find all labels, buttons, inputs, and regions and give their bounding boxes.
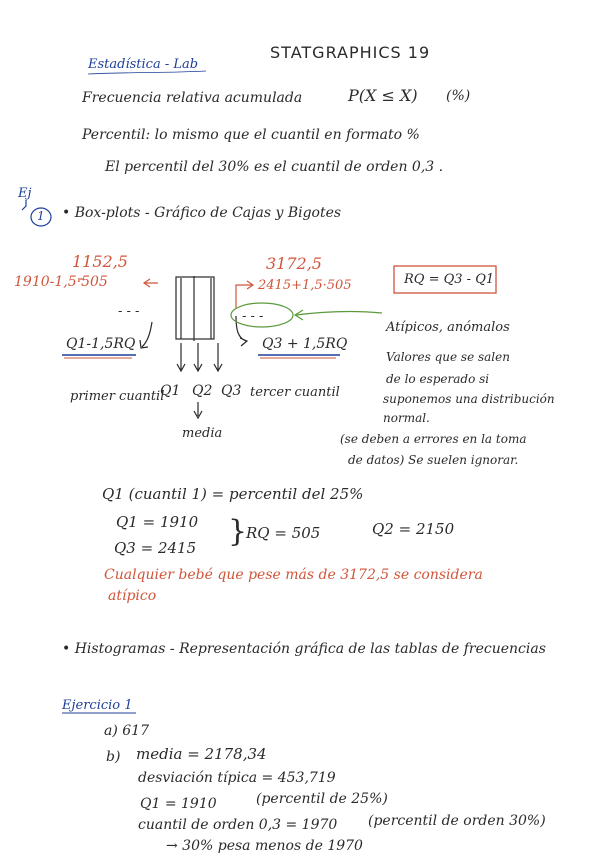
exercise-number-circle [31, 208, 51, 226]
upper-fence-label: Q3 + 1,5RQ [262, 336, 348, 352]
ej-q1-value: Q1 = 1910 [140, 796, 217, 812]
exercise-number: 1 [37, 209, 45, 223]
atipicos-line: Valores que se salen [386, 350, 510, 364]
percentil-definition: Percentil: lo mismo que el cuantil en formato % [82, 127, 420, 143]
primer-cuantil-label: primer cuantil [70, 389, 165, 404]
q2-value: Q2 = 2150 [372, 520, 455, 538]
arrow-upper-fence [236, 316, 247, 346]
arrow-q3 [214, 343, 222, 371]
atipicos-line: suponemos una distribución [383, 392, 555, 406]
course-title: Estadística - Lab [88, 57, 199, 72]
percent-unit: (%) [446, 88, 471, 104]
atipicos-line: de lo esperado si [386, 372, 490, 386]
q3-value: Q3 = 2415 [114, 539, 197, 557]
course-underline [88, 71, 206, 74]
left-fence-formula: 1910-1,5·505 [14, 274, 108, 290]
right-fence-value: 3172,5 [266, 254, 322, 273]
right-whisker-dashes: - - - [242, 309, 264, 324]
answer-b-label: b) [106, 749, 121, 765]
ej-q1-note: (percentil de 25%) [256, 791, 388, 807]
q2-label: Q2 [192, 383, 213, 399]
box-outline [176, 277, 214, 339]
media-label: media [182, 426, 223, 441]
atipicos-line: normal. [383, 411, 430, 425]
errores-line: (se deben a errores en la toma [340, 432, 527, 446]
outlier-arrow [295, 310, 382, 320]
q1-label: Q1 [160, 383, 181, 399]
last-line: → 30% pesa menos de 1970 [166, 838, 363, 854]
arrow-lower-fence [140, 322, 152, 348]
boxplot-figure [140, 276, 247, 418]
brace: } [228, 514, 248, 549]
cuantil-note: (percentil de orden 30%) [368, 813, 546, 829]
histogramas-heading: • Histogramas - Representación gráfica de las tablas de frecuencias [62, 641, 546, 657]
answer-a: a) 617 [104, 723, 149, 739]
probability-formula: P(X ≤ X) [348, 86, 418, 105]
errores-line: de datos) Se suelen ignorar. [348, 453, 519, 467]
q1-definition: Q1 (cuantil 1) = percentil del 25% [102, 485, 364, 503]
riq-box [394, 266, 496, 293]
lower-fence-label: Q1-1,5RQ [66, 336, 136, 352]
media-value: media = 2178,34 [136, 745, 267, 763]
arrow-left-fence-value [144, 279, 158, 287]
atipico-note-cont: atípico [108, 588, 157, 604]
right-fence-formula: 2415+1,5·505 [258, 278, 352, 293]
arrow-q2 [194, 343, 202, 371]
left-whisker-dashes: - - - [118, 304, 140, 319]
outlier-oval [231, 303, 293, 327]
ejercicio-title: Ejercicio 1 [62, 698, 133, 713]
q1-value: Q1 = 1910 [116, 513, 199, 531]
frecuencia-label: Frecuencia relativa acumulada [82, 90, 303, 106]
riq-formula: RQ = Q3 - Q1 [404, 272, 495, 287]
ej-bracket [22, 200, 26, 210]
arrow-media [194, 402, 202, 418]
desviacion-value: desviación típica = 453,719 [138, 770, 336, 786]
boxplot-heading: • Box-plots - Gráfico de Cajas y Bigotes [62, 205, 342, 221]
atipico-note: Cualquier bebé que pese más de 3172,5 se considera [104, 567, 483, 583]
riq-value: RQ = 505 [246, 524, 321, 542]
software-title: STATGRAPHICS 19 [270, 43, 431, 62]
left-fence-value: 1152,5 [72, 252, 128, 271]
tercer-cuantil-label: tercer cuantil [250, 385, 340, 400]
arrow-q1 [177, 343, 185, 371]
ej-label: Ej [18, 186, 32, 201]
percentil-example: El percentil del 30% es el cuantil de orden 0,3 . [105, 159, 444, 175]
q3-label: Q3 [221, 383, 242, 399]
cuantil-value: cuantil de orden 0,3 = 1970 [138, 817, 338, 833]
atipicos-title: Atípicos, anómalos [386, 320, 510, 335]
